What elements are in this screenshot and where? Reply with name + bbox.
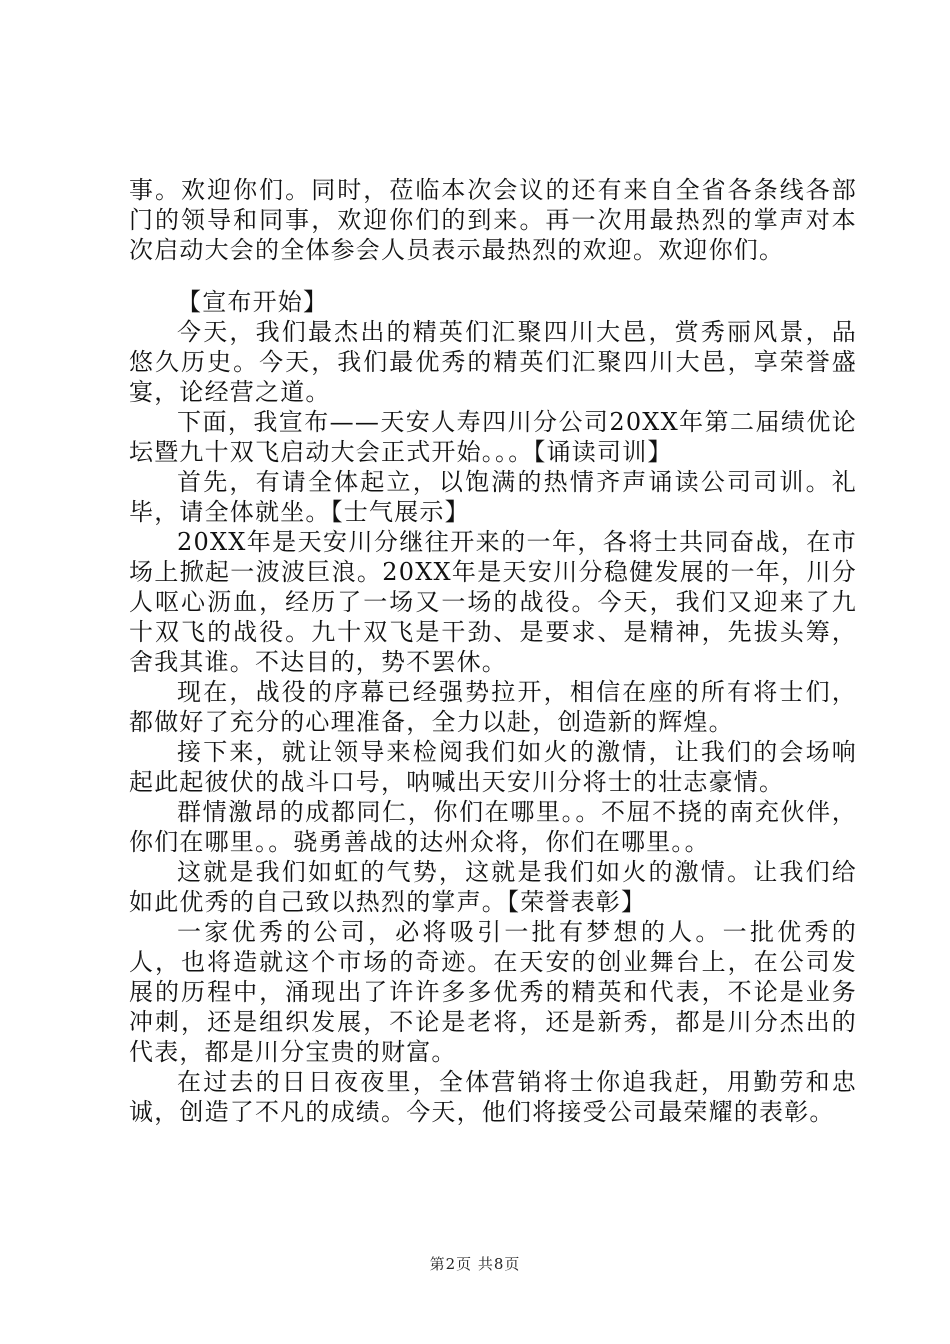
paragraph: 下面，我宣布——天安人寿四川分公司20XX年第二届绩优论坛暨九十双飞启动大会正式开始。。。【诵读司训】 bbox=[129, 408, 857, 466]
paragraph: 首先，有请全体起立，以饱满的热情齐声诵读公司司训。礼毕，请全体就坐。【士气展示】 bbox=[129, 468, 857, 526]
document-body bbox=[129, 175, 857, 1127]
section-heading-announce-start: 【宣布开始】 bbox=[177, 288, 329, 316]
paragraph: 20XX年是天安川分继往开来的一年，各将士共同奋战，在市场上掀起一波波巨浪。20XX年是天安川分稳健发展的一年，川分人呕心沥血，经历了一场又一场的战役。今天，我们又迎来了九十双飞的战役。九十双飞是干劲、是要求、是精神，先拔头筹，舍我其谁。不达目的，势不罢休。 bbox=[129, 528, 857, 676]
paragraph: 在过去的日日夜夜里，全体营销将士你追我赶，用勤劳和忠诚，创造了不凡的成绩。今天，他们将接受公司最荣耀的表彰。 bbox=[129, 1068, 857, 1126]
paragraph: 一家优秀的公司，必将吸引一批有梦想的人。一批优秀的人，也将造就这个市场的奇迹。在天安的创业舞台上，在公司发展的历程中，涌现出了许许多多优秀的精英和代表，不论是业务冲刺，还是组织发展，不论是老将，还是新秀，都是川分杰出的代表，都是川分宝贵的财富。 bbox=[129, 918, 857, 1066]
paragraph: 这就是我们如虹的气势，这就是我们如火的激情。让我们给如此优秀的自己致以热烈的掌声。【荣誉表彰】 bbox=[129, 858, 857, 916]
paragraph: 现在，战役的序幕已经强势拉开，相信在座的所有将士们，都做好了充分的心理准备，全力以赴，创造新的辉煌。 bbox=[129, 678, 857, 736]
paragraph: 接下来，就让领导来检阅我们如火的激情，让我们的会场响起此起彼伏的战斗口号，呐喊出天安川分将士的壮志豪情。 bbox=[129, 738, 857, 796]
page-number-footer: 第2页 共8页 bbox=[429, 1255, 521, 1273]
paragraph: 今天，我们最杰出的精英们汇聚四川大邑，赏秀丽风景，品悠久历史。今天，我们最优秀的精英们汇聚四川大邑，享荣誉盛宴，论经营之道。 bbox=[129, 318, 857, 406]
paragraph: 群情激昂的成都同仁，你们在哪里。。不屈不挠的南充伙伴，你们在哪里。。骁勇善战的达州众将，你们在哪里。。 bbox=[129, 798, 857, 856]
paragraph-continuation: 事。欢迎你们。同时，莅临本次会议的还有来自全省各条线各部门的领导和同事，欢迎你们的到来。再一次用最热烈的掌声对本次启动大会的全体参会人员表示最热烈的欢迎。欢迎你们。 bbox=[129, 176, 857, 264]
